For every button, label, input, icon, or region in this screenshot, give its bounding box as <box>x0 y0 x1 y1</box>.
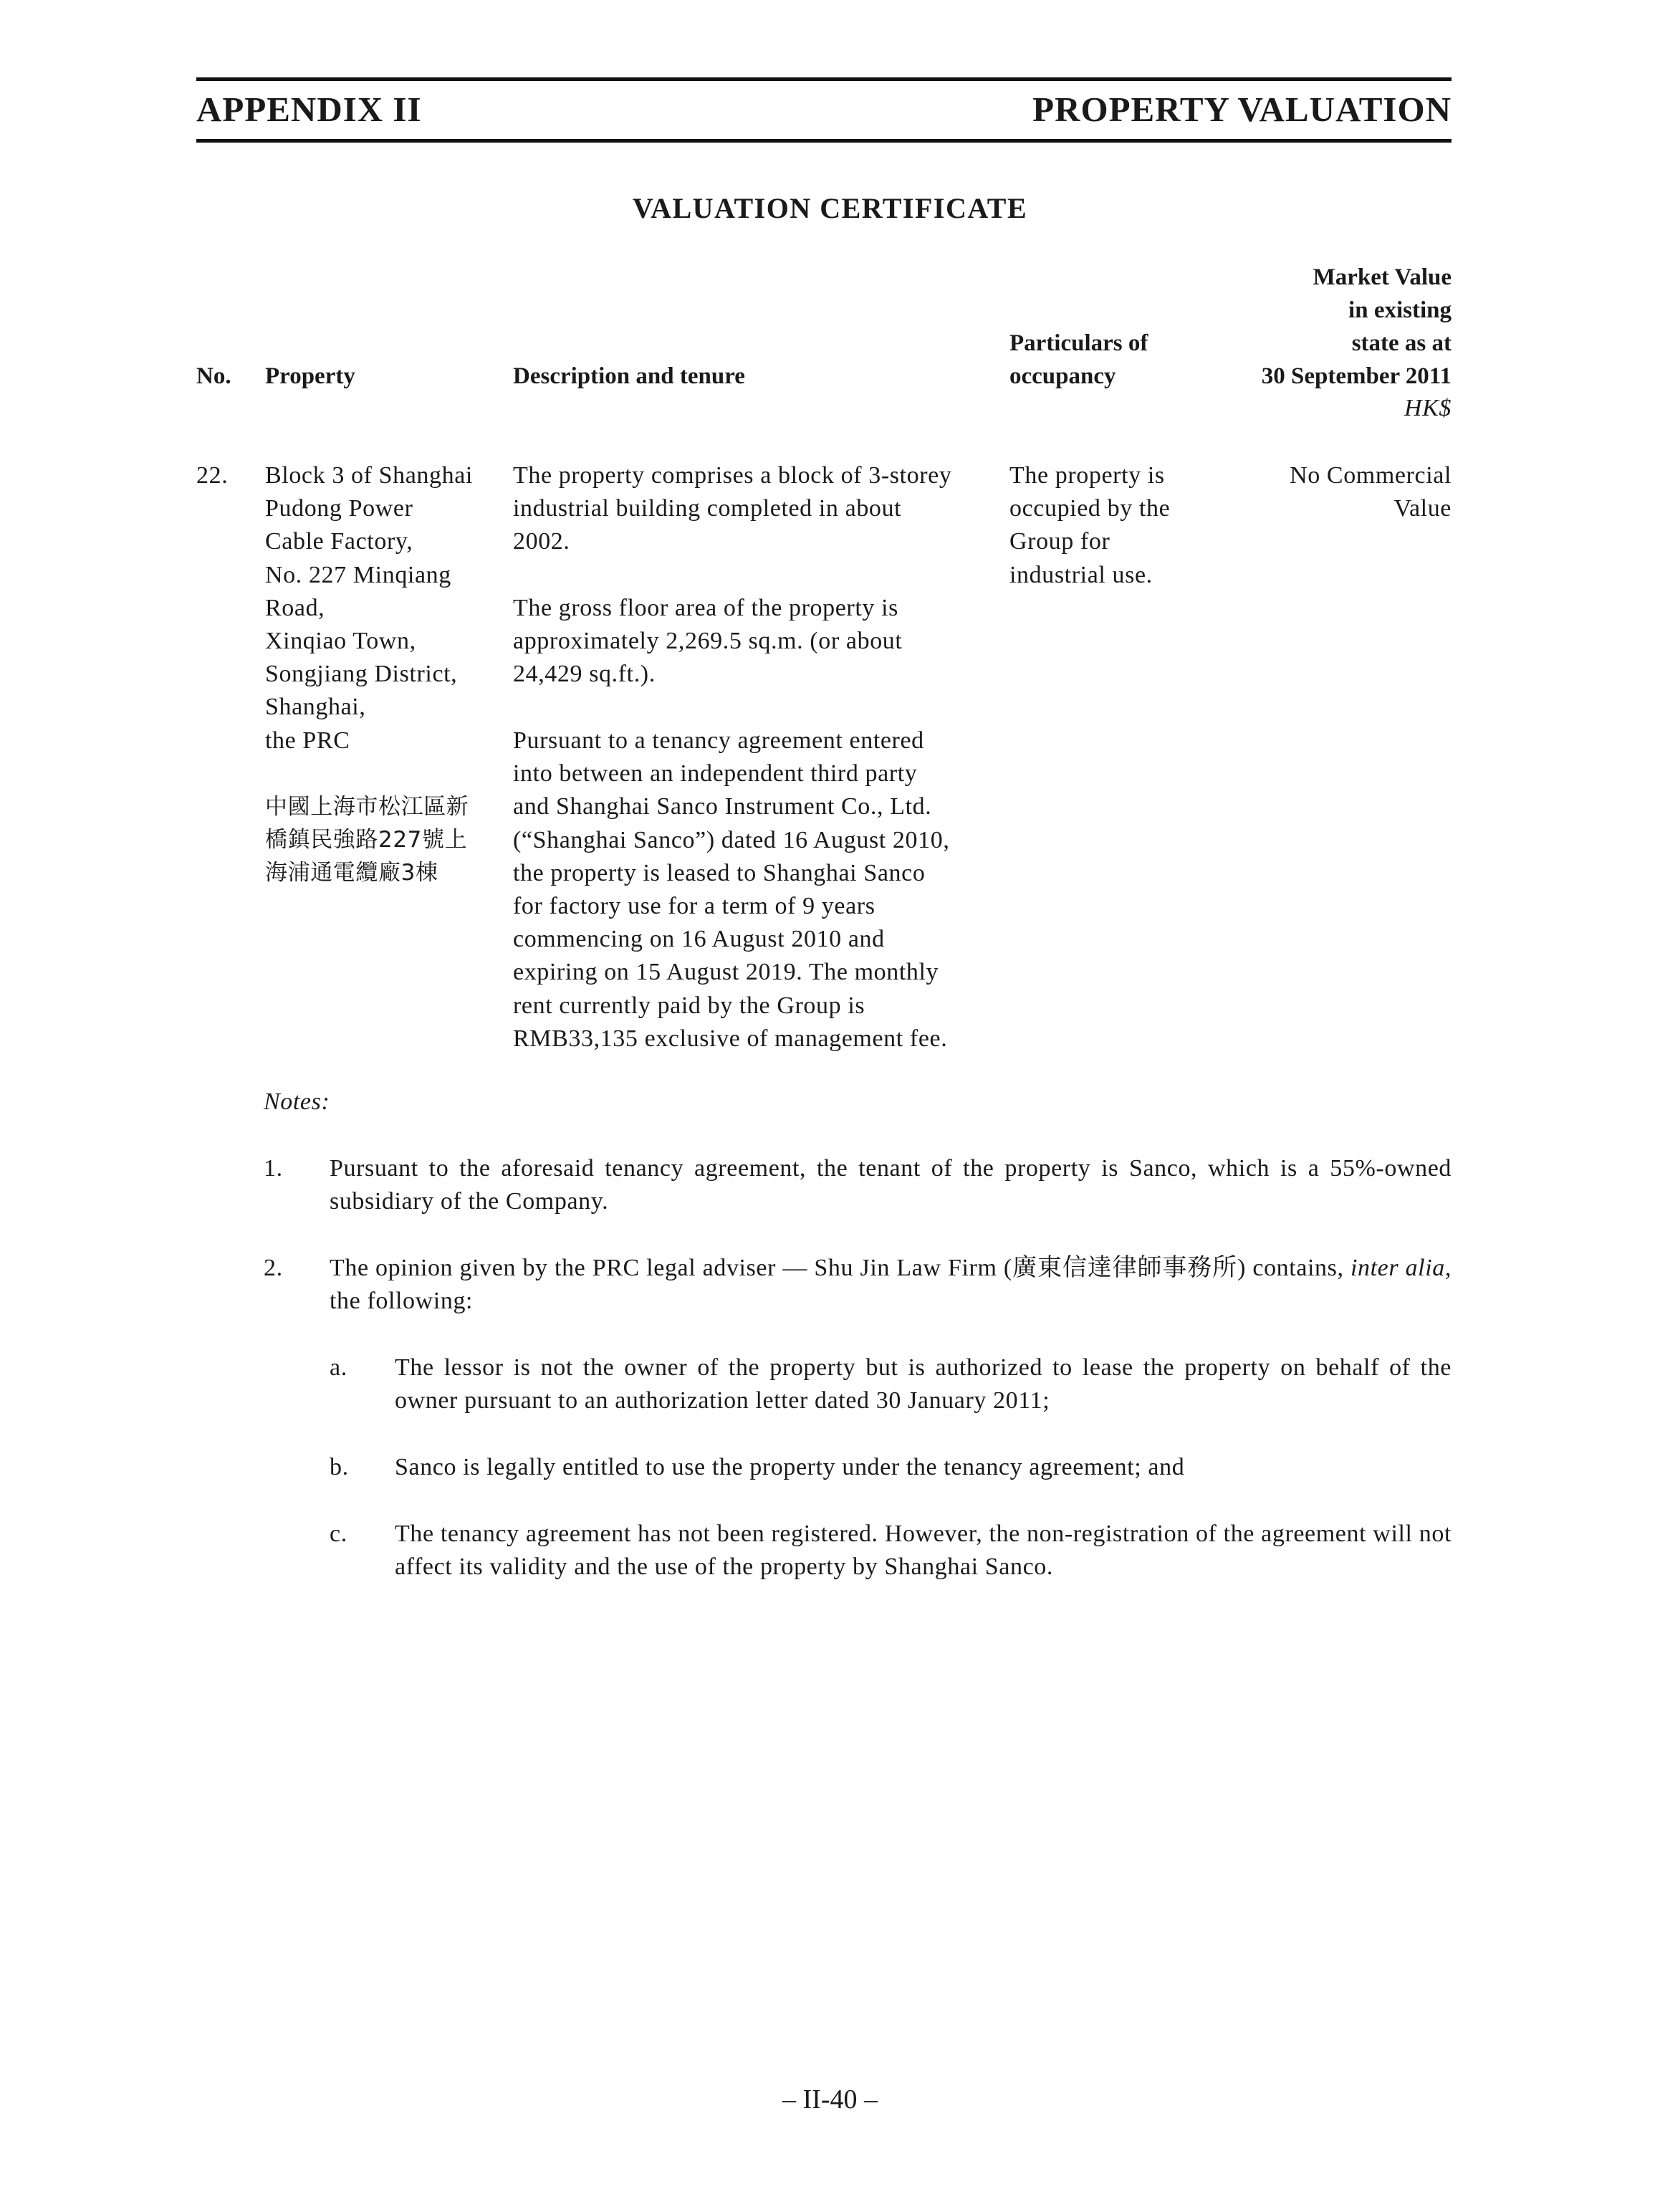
note-1-text: Pursuant to the aforesaid tenancy agreement, the tenant of the property is Sanco, which is a 55%-owned subsidiary of the Company. <box>330 1155 1452 1215</box>
description-paragraph-2: The gross floor area of the property is approximately 2,269.5 sq.m. (or about 24,429 sq.ft.). <box>513 595 903 688</box>
col-header-no: No. <box>196 363 231 389</box>
subitem-c-text: The tenancy agreement has not been registered. However, the non-registration of the agreement will not affect its validity and the use of the property by Shanghai Sanco. <box>395 1521 1452 1581</box>
header-top-rule <box>196 77 1452 81</box>
subitem-a-letter: a. <box>330 1354 347 1381</box>
notes-heading: Notes: <box>264 1088 330 1115</box>
col-header-currency: HK$ <box>1404 395 1452 421</box>
note-2-text-italic: inter alia <box>1350 1255 1445 1281</box>
col-header-description: Description and tenure <box>513 363 745 389</box>
subitem-b-text: Sanco is legally entitled to use the property under the tenancy agreement; and <box>395 1454 1185 1480</box>
property-chinese-address: 中國上海市松江區新 橋鎮民強路227號上 海浦通電纜廠3棟 <box>265 794 469 886</box>
note-2-text-post: , the following: <box>330 1255 1452 1315</box>
header-right: PROPERTY VALUATION <box>1032 90 1452 129</box>
description-paragraph-3: Pursuant to a tenancy agreement entered into between an independent third party and Shanghai Sanco Instrument Co., Ltd. (“Shanghai Sanco”) dated 16 August 2010, the property is leased to Shanghai Sanco for factory use for a term of 9 years commencing on 16 August 2010 and expiring on 15 August 2019. The monthly rent currently paid by the Group is RMB33,135 exclusive of management fee. <box>513 727 950 1052</box>
subitem-a-text: The lessor is not the owner of the property but is authorized to lease the property on behalf of the owner pursuant to an authorization letter dated 30 January 2011; <box>395 1354 1452 1414</box>
certificate-title: VALUATION CERTIFICATE <box>632 192 1028 224</box>
occupancy-text: The property is occupied by the Group for industrial use. <box>1009 462 1171 588</box>
header-left: APPENDIX II <box>196 90 422 129</box>
note-2-number: 2. <box>264 1255 283 1281</box>
page-number: – II-40 – <box>782 2084 878 2115</box>
note-2-text-pre: The opinion given by the PRC legal adviser — Shu Jin Law Firm (廣東信達律師事務所) contains, <box>330 1255 1344 1281</box>
subitem-c-letter: c. <box>330 1521 347 1547</box>
header-bottom-rule <box>196 139 1452 143</box>
row-number: 22. <box>196 462 229 489</box>
note-2-text <box>330 1252 1452 1318</box>
market-value-text: No Commercial Value <box>1290 462 1452 522</box>
property-address: Block 3 of Shanghai Pudong Power Cable Factory, No. 227 Minqiang Road, Xinqiao Town, Songjiang District, Shanghai, the PRC <box>265 462 473 754</box>
col-header-property: Property <box>265 363 355 389</box>
col-header-market-value: Market Value in existing state as at 30 September 2011 <box>1261 264 1452 389</box>
col-header-occupancy: Particulars of occupancy <box>1009 330 1148 389</box>
note-1-number: 1. <box>264 1155 283 1182</box>
subitem-b-letter: b. <box>330 1454 349 1480</box>
description-paragraph-1: The property comprises a block of 3-storey industrial building completed in about 2002. <box>513 462 952 555</box>
